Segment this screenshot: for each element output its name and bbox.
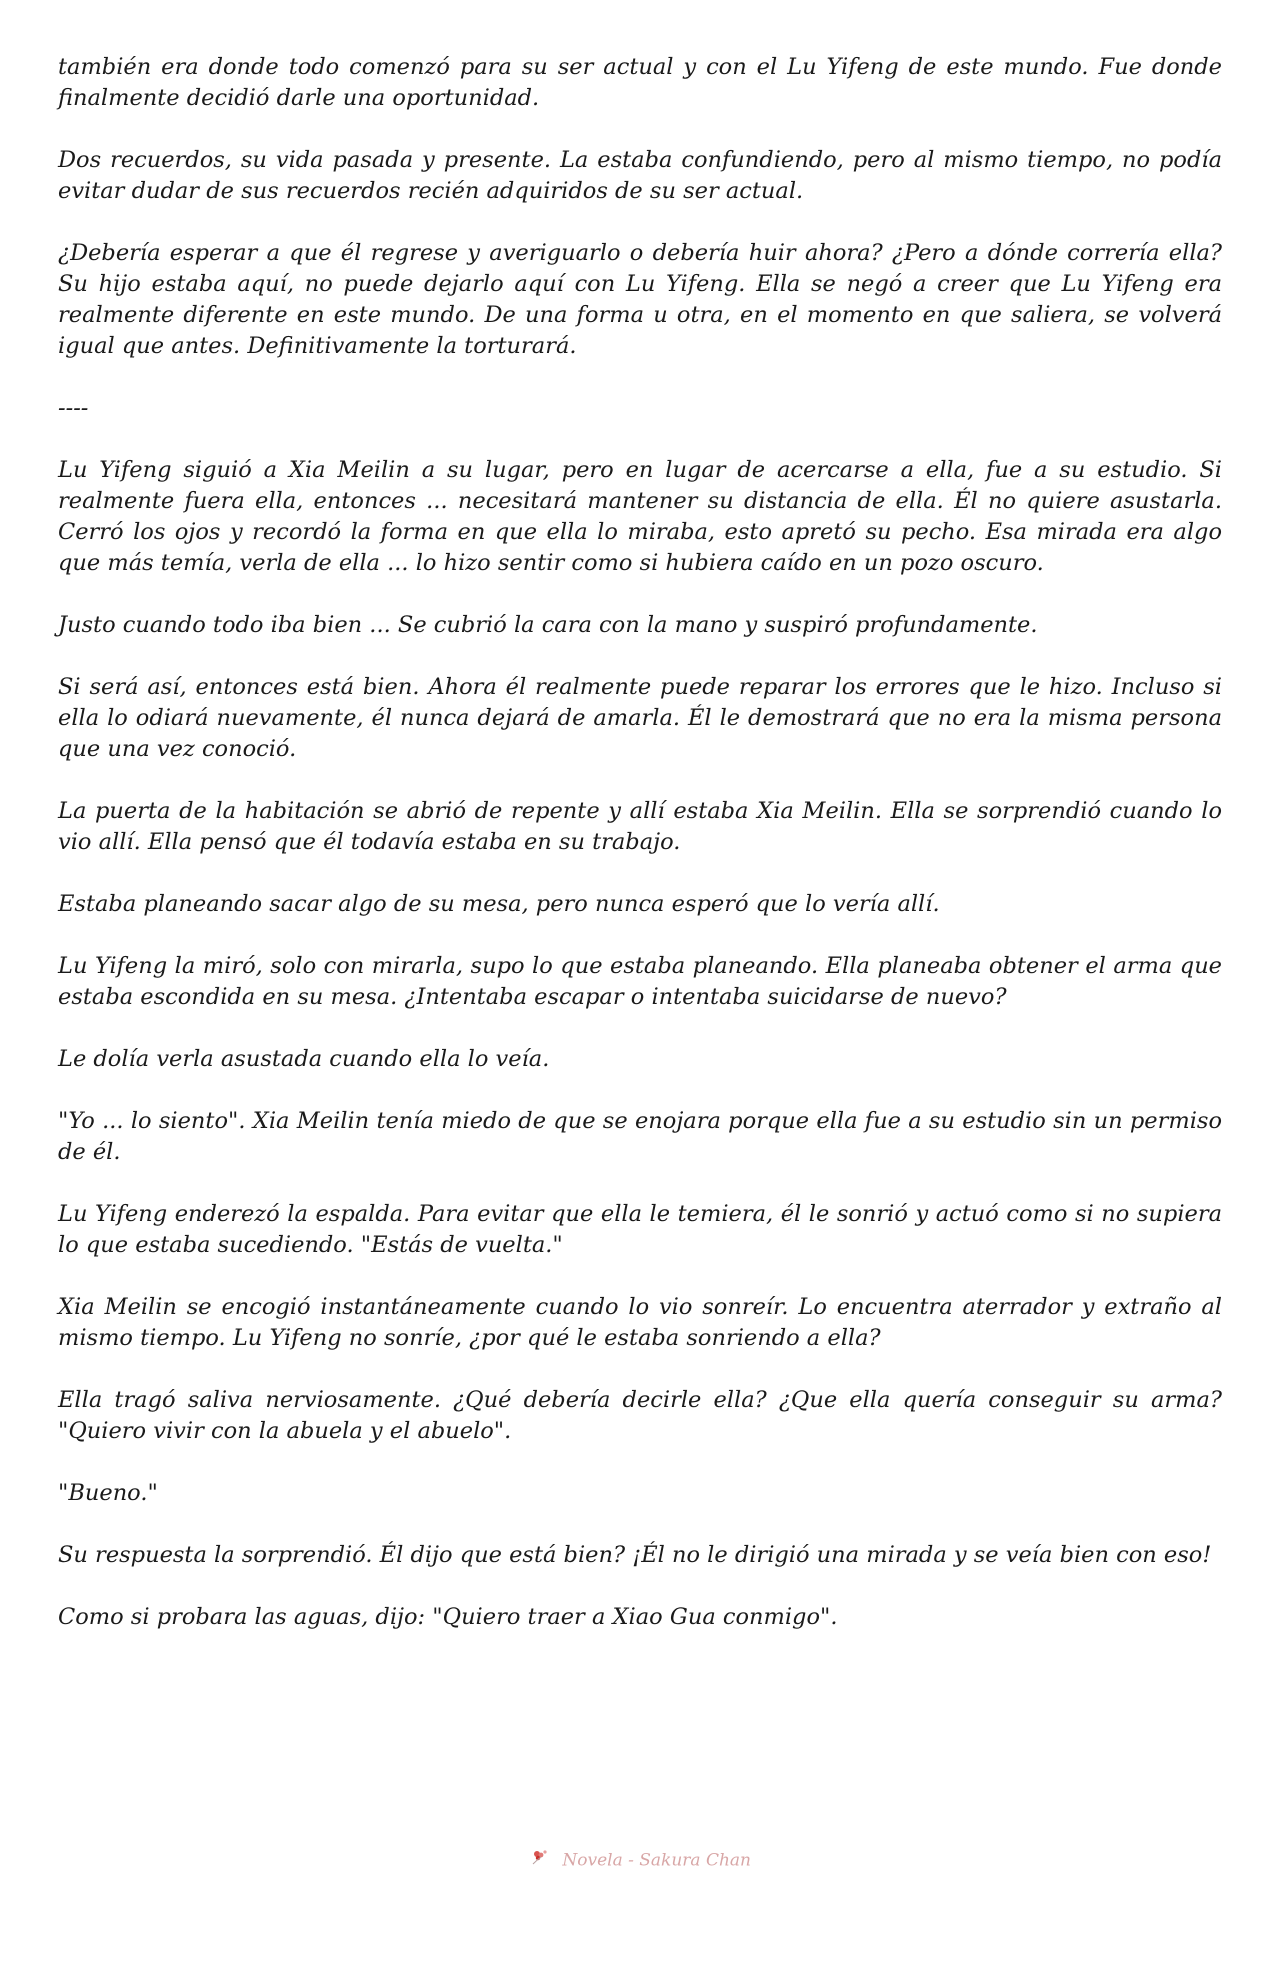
watermark-text: Novela - Sakura Chan: [562, 1850, 752, 1871]
paragraph: Ella tragó saliva nerviosamente. ¿Qué debería decirle ella? ¿Que ella quería conseguir su arma? "Quiero vivir con la abuela y el abuelo".: [58, 1387, 1222, 1444]
paragraph: Justo cuando todo iba bien ... Se cubrió la cara con la mano y suspiró profundamente.: [58, 612, 1038, 638]
paragraph: Si será así, entonces está bien. Ahora él realmente puede reparar los errores que le hizo. Incluso si ella lo odiará nuevamente, él nunca dejará de amarla. Él le demostrará que no era la misma persona que una vez conoció.: [58, 674, 1222, 762]
paragraph: La puerta de la habitación se abrió de repente y allí estaba Xia Meilin. Ella se sorprendió cuando lo vio allí. Ella pensó que él todavía estaba en su trabajo.: [58, 798, 1222, 855]
paragraph: Lu Yifeng enderezó la espalda. Para evitar que ella le temiera, él le sonrió y actuó como si no supiera lo que estaba sucediendo. "Estás de vuelta.": [58, 1201, 1222, 1258]
document-body: [58, 52, 1222, 1664]
sakura-flower-icon: [529, 1848, 551, 1873]
section-divider: ----: [58, 395, 89, 421]
paragraph: Lu Yifeng la miró, solo con mirarla, supo lo que estaba planeando. Ella planeaba obtener el arma que estaba escondida en su mesa. ¿Intentaba escapar o intentaba suicidarse de nuevo?: [58, 953, 1222, 1010]
paragraph: Lu Yifeng siguió a Xia Meilin a su lugar, pero en lugar de acercarse a ella, fue a su estudio. Si realmente fuera ella, entonces ... necesitará mantener su distancia de ella. Él no quiere asustarla. Cerró los ojos y recordó la forma en que ella lo miraba, esto apretó su pecho. Esa mirada era algo que más temía, verla de ella ... lo hizo sentir como si hubiera caído en un pozo oscuro.: [58, 457, 1222, 576]
paragraph: Su respuesta la sorprendió. Él dijo que está bien? ¡Él no le dirigió una mirada y se veía bien con eso!: [58, 1542, 1212, 1568]
footer-watermark: [0, 1848, 1280, 1873]
paragraph: Como si probara las aguas, dijo: "Quiero traer a Xiao Gua conmigo".: [58, 1604, 838, 1630]
paragraph: Le dolía verla asustada cuando ella lo veía.: [58, 1046, 550, 1072]
paragraph: también era donde todo comenzó para su ser actual y con el Lu Yifeng de este mundo. Fue donde finalmente decidió darle una oportunidad.: [58, 54, 1222, 111]
paragraph: ¿Debería esperar a que él regrese y averiguarlo o debería huir ahora? ¿Pero a dónde correría ella? Su hijo estaba aquí, no puede dejarlo aquí con Lu Yifeng. Ella se negó a creer que Lu Yifeng era realmente diferente en este mundo. De una forma u otra, en el momento en que saliera, se volverá igual que antes. Definitivamente la torturará.: [58, 240, 1222, 359]
paragraph: Xia Meilin se encogió instantáneamente cuando lo vio sonreír. Lo encuentra aterrador y extraño al mismo tiempo. Lu Yifeng no sonríe, ¿por qué le estaba sonriendo a ella?: [58, 1294, 1222, 1351]
paragraph: Dos recuerdos, su vida pasada y presente. La estaba confundiendo, pero al mismo tiempo, no podía evitar dudar de sus recuerdos recién adquiridos de su ser actual.: [58, 147, 1222, 204]
paragraph: "Bueno.": [58, 1480, 158, 1506]
paragraph: Estaba planeando sacar algo de su mesa, pero nunca esperó que lo vería allí.: [58, 891, 940, 917]
paragraph: "Yo ... lo siento". Xia Meilin tenía miedo de que se enojara porque ella fue a su estudio sin un permiso de él.: [58, 1108, 1222, 1165]
